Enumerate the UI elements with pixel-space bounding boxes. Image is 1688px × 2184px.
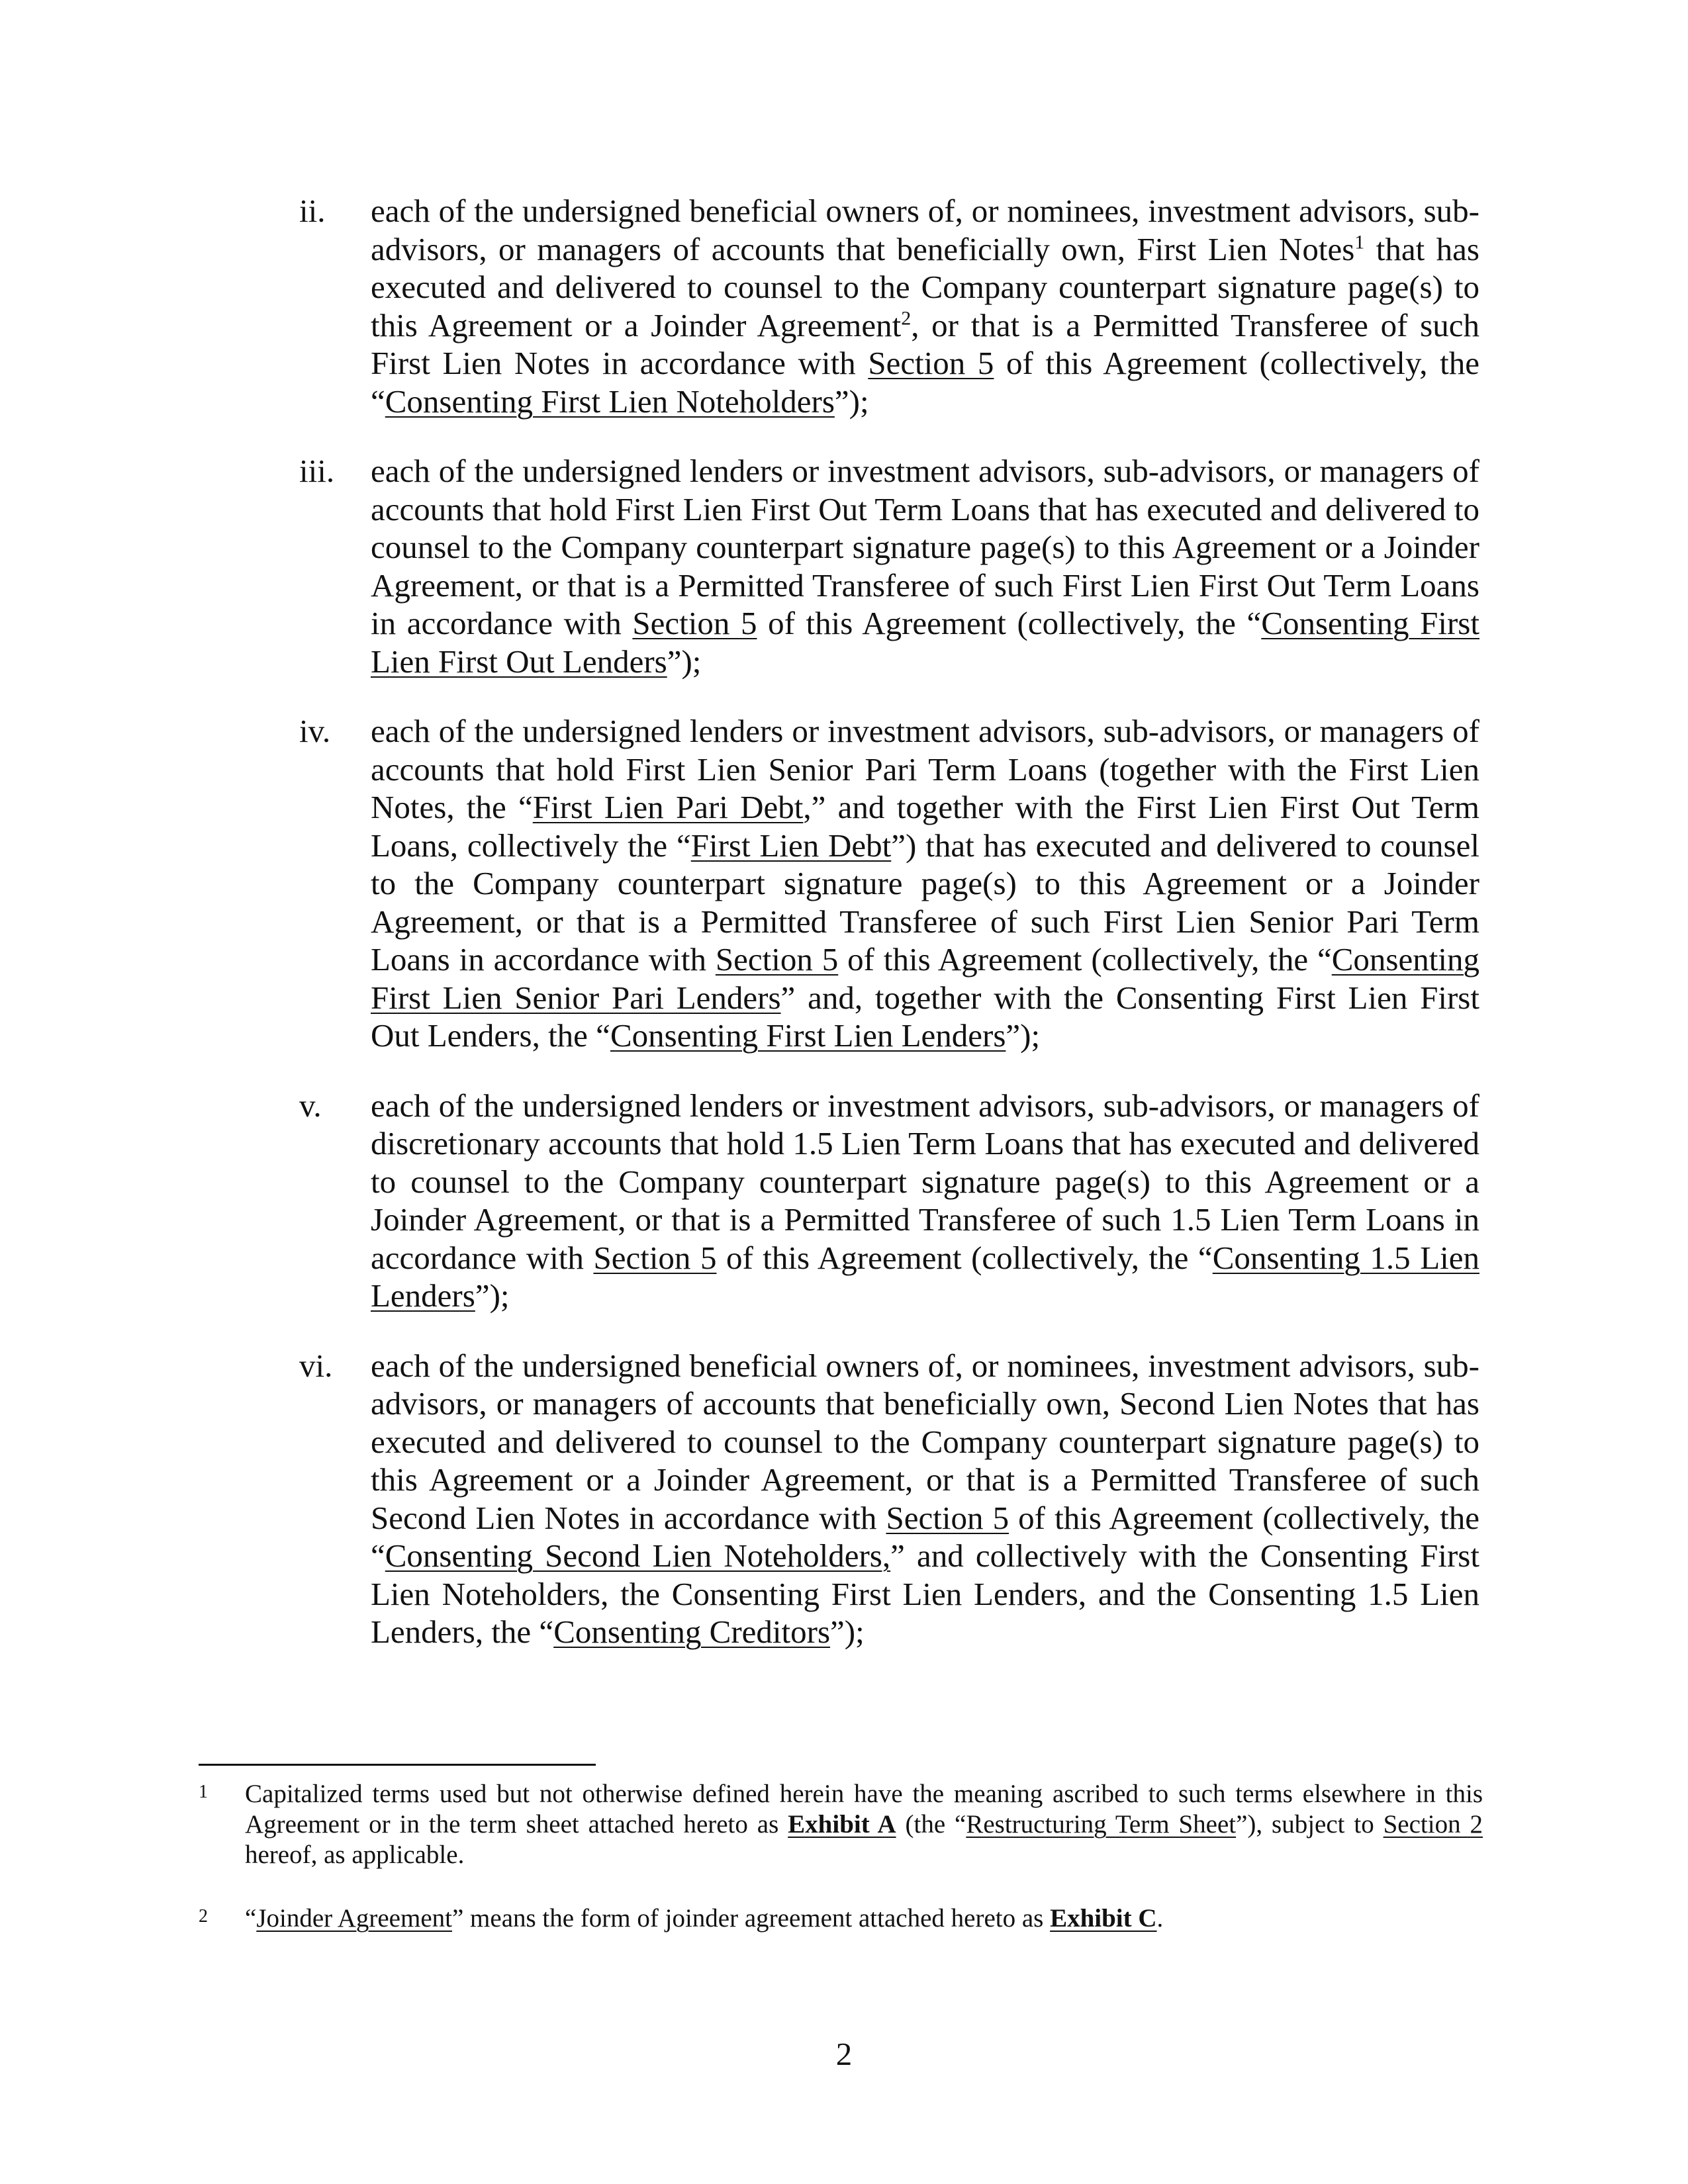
- text-run: of this Agreement (collectively, the “: [757, 605, 1262, 641]
- text-run: of this Agreement (collectively, the “: [716, 1239, 1213, 1276]
- list-item: [248, 192, 1479, 420]
- defined-term: Section 5: [632, 605, 757, 641]
- list-item-text: [371, 452, 1479, 680]
- numeral-text: ii.: [299, 193, 326, 229]
- text-run: (the “: [896, 1810, 966, 1839]
- list-item-numeral: [248, 1347, 344, 1385]
- text-run: “: [245, 1904, 257, 1933]
- text-run: ,” and together with the First Lien First Out Term Loans, collectively the “: [371, 789, 1479, 864]
- text-run: , or that is a Permitted Transferee of such First Lien Notes in accordance with: [371, 306, 1479, 381]
- list-item: [248, 452, 1479, 680]
- text-run: each of the undersigned lenders or investment advisors, sub-advisors, or managers of accounts that hold First Lien First Out Term Loans that has executed and delivered to counsel to the Company counterpart signature page(s) to this Agreement or a Joinder Agreement, or that is a Permitted Transferee of such First Lien First Out Term Loans in accordance with: [371, 453, 1479, 641]
- text-run: ” means the form of joinder agreement attached hereto as: [451, 1904, 1051, 1933]
- text-run: of this Agreement (collectively, the “: [371, 345, 1479, 420]
- text-run: each of the undersigned beneficial owners of, or nominees, investment advisors, sub-advisors, or managers of accounts that beneficially own, First Lien Notes: [371, 193, 1479, 267]
- footnote: [199, 1903, 1483, 1934]
- list-item-text: [371, 1347, 1479, 1651]
- text-run: ” and collectively with the Consenting First Lien Noteholders, the Consenting First Lien Lenders, and the Consenting 1.5 Lien Lenders, the “: [371, 1537, 1479, 1650]
- footnote-text: [245, 1779, 1483, 1870]
- defined-term: Consenting First Lien First Out Lenders: [371, 605, 1479, 680]
- text-run: ”);: [475, 1277, 510, 1314]
- footnote: [199, 1779, 1483, 1870]
- list-item-numeral: [248, 192, 344, 230]
- defined-term: Restructuring Term Sheet: [966, 1810, 1237, 1839]
- defined-term: Section 5: [886, 1499, 1009, 1536]
- footnote-text: [245, 1903, 1483, 1934]
- defined-term: Section 5: [593, 1239, 717, 1276]
- text-run: ”);: [1006, 1017, 1041, 1054]
- list-item-text: [371, 712, 1479, 1055]
- defined-term: First Lien Pari Debt: [532, 789, 804, 825]
- defined-term: Exhibit C: [1050, 1904, 1157, 1933]
- footnote-reference: 2: [901, 307, 912, 330]
- defined-term: Joinder Agreement: [256, 1904, 452, 1933]
- numeral-text: v.: [299, 1087, 322, 1124]
- defined-term: Consenting Creditors: [553, 1614, 831, 1650]
- text-run: ”), subject to: [1236, 1810, 1383, 1839]
- defined-term: Section 5: [868, 345, 994, 381]
- text-run: that has executed and delivered to counsel to the Company counterpart signature page(s) to this Agreement or a Joinder Agreement: [371, 230, 1480, 343]
- list-item: [248, 1087, 1479, 1315]
- footnote-reference: 1: [1354, 231, 1365, 253]
- text-run: each of the undersigned lenders or investment advisors, sub-advisors, or managers of accounts that hold First Lien Senior Pari Term Loans (together with the First Lien Notes, the “: [371, 713, 1479, 825]
- defined-term: Section 2: [1383, 1810, 1483, 1839]
- defined-term: Consenting Second Lien Noteholders,: [385, 1537, 891, 1574]
- text-run: each of the undersigned beneficial owners of, or nominees, investment advisors, sub-advisors, or managers of accounts that beneficially own, Second Lien Notes that has executed and delivered to counsel to the Company counterpart signature page(s) to this Agreement or a Joinder Agreement, or that is a Permitted Transferee of such Second Lien Notes in accordance with: [371, 1347, 1479, 1536]
- footnote-mark: 1: [199, 1782, 208, 1802]
- text-run: Capitalized terms used but not otherwise defined herein have the meaning ascribed to such terms elsewhere in this Agreement or in the term sheet attached hereto as: [245, 1780, 1483, 1839]
- text-run: hereof, as applicable.: [245, 1841, 465, 1869]
- list-item: [248, 1347, 1479, 1651]
- defined-term: Section 5: [715, 941, 839, 978]
- text-run: each of the undersigned lenders or investment advisors, sub-advisors, or managers of discretionary accounts that hold 1.5 Lien Term Loans that has executed and delivered to counsel to the Company counterpart signature page(s) to this Agreement or a Joinder Agreement, or that is a Permitted Transferee of such 1.5 Lien Term Loans in accordance with: [371, 1087, 1479, 1276]
- list-item-text: [371, 1087, 1479, 1315]
- text-run: of this Agreement (collectively, the “: [838, 941, 1332, 978]
- text-run: ”) that has executed and delivered to counsel to the Company counterpart signature page(s) to this Agreement or a Joinder Agreement, or that is a Permitted Transferee of such First Lien Senior Pari Term Loans in accordance with: [371, 827, 1479, 978]
- numeral-text: iii.: [299, 453, 335, 489]
- page-number: 2: [835, 2036, 853, 2072]
- text-run: of this Agreement (collectively, the “: [371, 1499, 1479, 1574]
- list-item-numeral: [248, 1087, 344, 1125]
- list-item-numeral: [248, 452, 344, 490]
- defined-term: Consenting First Lien Senior Pari Lenders: [371, 941, 1479, 1016]
- defined-term: Consenting First Lien Noteholders: [385, 383, 835, 420]
- defined-term: First Lien Debt: [690, 827, 892, 864]
- text-run: ”);: [667, 643, 702, 680]
- numeral-text: iv.: [299, 713, 331, 749]
- defined-term: Exhibit A: [788, 1810, 896, 1839]
- footnote-separator: [199, 1764, 596, 1766]
- text-run: .: [1156, 1904, 1164, 1933]
- defined-term: Consenting First Lien Lenders: [610, 1017, 1006, 1054]
- footnotes: [199, 1779, 1483, 1967]
- list-item-numeral: [248, 712, 344, 751]
- footnote-mark: 2: [199, 1906, 208, 1927]
- defined-term: Consenting 1.5 Lien Lenders: [371, 1239, 1479, 1314]
- text-run: ” and, together with the Consenting First Lien First Out Lenders, the “: [371, 979, 1479, 1054]
- list-item-text: [371, 192, 1479, 420]
- text-run: ”);: [830, 1614, 865, 1650]
- enumerated-list: [248, 192, 1479, 1683]
- numeral-text: vi.: [299, 1347, 333, 1384]
- text-run: ”);: [834, 383, 869, 420]
- list-item: [248, 712, 1479, 1055]
